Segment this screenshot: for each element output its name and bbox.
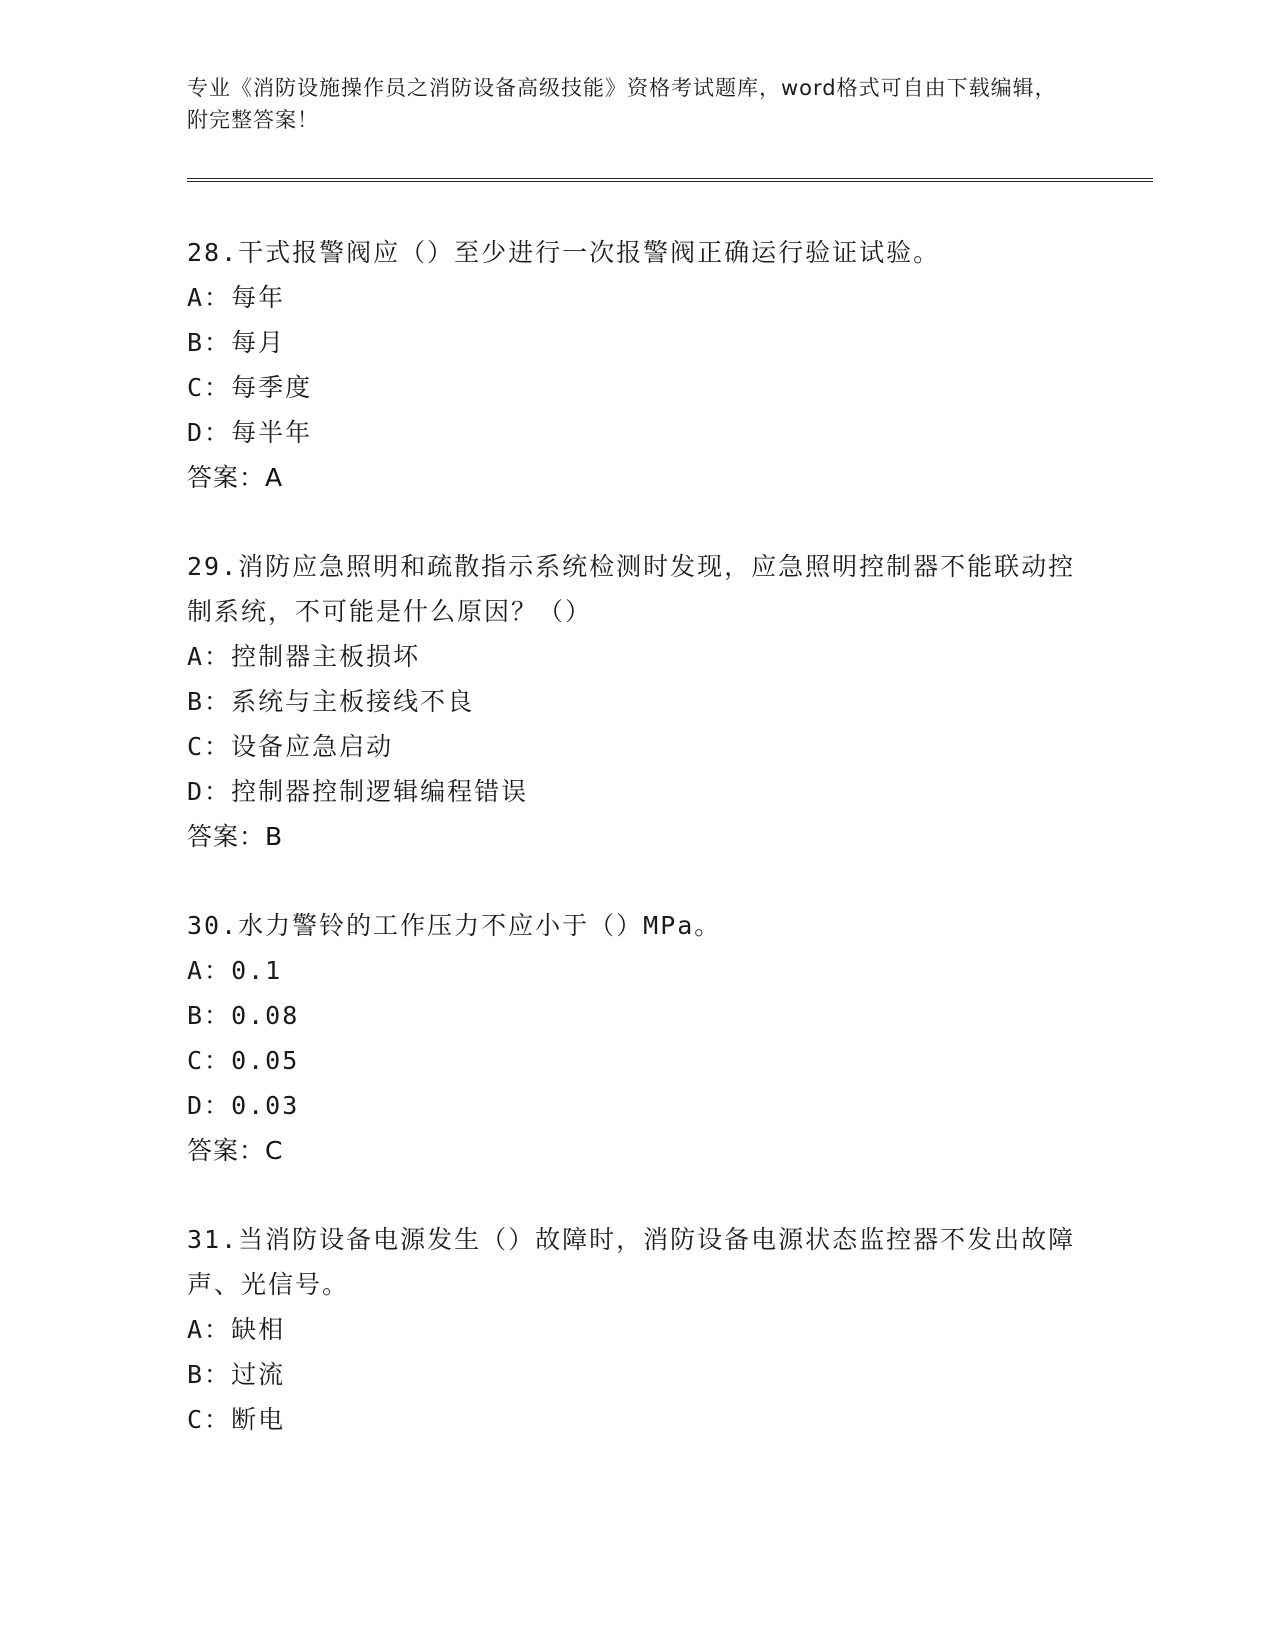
option-key: D： xyxy=(187,1091,232,1120)
option-text: 控制器主板损坏 xyxy=(231,642,421,671)
option-key: C： xyxy=(187,1405,232,1434)
option-c xyxy=(187,1038,1087,1083)
option-d xyxy=(187,1083,1087,1128)
option-text: 每季度 xyxy=(231,373,313,402)
option-key: B： xyxy=(187,687,232,716)
option-text: 0.05 xyxy=(231,1046,300,1075)
option-key: A： xyxy=(187,956,232,985)
option-key: A： xyxy=(187,642,232,671)
option-key: A： xyxy=(187,1315,232,1344)
question-31 xyxy=(187,1217,1087,1442)
option-b xyxy=(187,320,1087,365)
option-d xyxy=(187,410,1087,455)
question-stem: 28.干式报警阀应（）至少进行一次报警阀正确运行验证试验。 xyxy=(187,238,941,267)
header-divider xyxy=(187,178,1153,182)
answer-line: 答案：A xyxy=(187,463,284,492)
option-a xyxy=(187,948,1087,993)
option-key: C： xyxy=(187,732,232,761)
question-28 xyxy=(187,230,1087,500)
option-text: 控制器控制逻辑编程错误 xyxy=(231,777,529,806)
option-key: B： xyxy=(187,1360,232,1389)
option-d xyxy=(187,769,1087,814)
option-key: D： xyxy=(187,777,232,806)
option-b xyxy=(187,1352,1087,1397)
option-text: 每半年 xyxy=(231,418,313,447)
document-header: 专业《消防设施操作员之消防设备高级技能》资格考试题库，word格式可自由下载编辑，附完整答案！ xyxy=(187,76,1057,132)
question-list xyxy=(187,230,1087,1486)
question-stem: 29.消防应急照明和疏散指示系统检测时发现，应急照明控制器不能联动控制系统，不可能是什么原因？（） xyxy=(187,552,1076,626)
option-text: 0.03 xyxy=(231,1091,300,1120)
answer-line: 答案：C xyxy=(187,1136,284,1165)
option-text: 过流 xyxy=(231,1360,286,1389)
option-b xyxy=(187,993,1087,1038)
option-key: D： xyxy=(187,418,232,447)
option-text: 缺相 xyxy=(231,1315,286,1344)
option-c xyxy=(187,1397,1087,1442)
option-a xyxy=(187,275,1087,320)
option-c xyxy=(187,365,1087,410)
option-key: C： xyxy=(187,1046,232,1075)
option-a xyxy=(187,1307,1087,1352)
option-text: 每年 xyxy=(231,283,286,312)
option-b xyxy=(187,679,1087,724)
option-text: 系统与主板接线不良 xyxy=(231,687,475,716)
question-stem: 30.水力警铃的工作压力不应小于（）MPa。 xyxy=(187,911,722,940)
option-key: C： xyxy=(187,373,232,402)
question-30 xyxy=(187,903,1087,1173)
option-a xyxy=(187,634,1087,679)
question-29 xyxy=(187,544,1087,859)
question-stem: 31.当消防设备电源发生（）故障时，消防设备电源状态监控器不发出故障声、光信号。 xyxy=(187,1225,1076,1299)
option-text: 每月 xyxy=(231,328,286,357)
option-text: 断电 xyxy=(231,1405,286,1434)
option-key: B： xyxy=(187,1001,232,1030)
option-c xyxy=(187,724,1087,769)
option-text: 0.1 xyxy=(231,956,283,985)
option-key: A： xyxy=(187,283,232,312)
answer-line: 答案：B xyxy=(187,822,284,851)
option-key: B： xyxy=(187,328,232,357)
option-text: 设备应急启动 xyxy=(231,732,394,761)
option-text: 0.08 xyxy=(231,1001,300,1030)
